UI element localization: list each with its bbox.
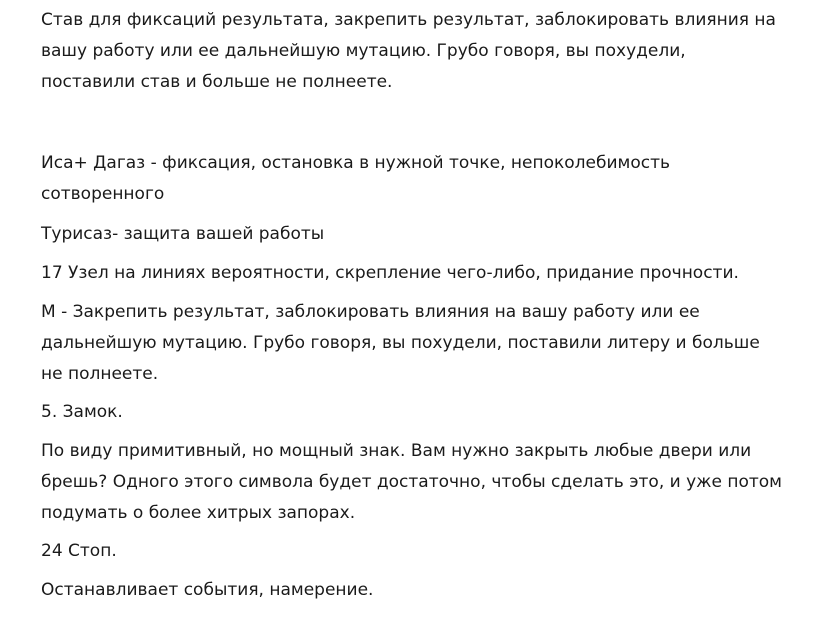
text-line: Турисаз- защита вашей работы: [41, 224, 325, 244]
text-line: Иса+ Дагаз - фиксация, остановка в нужной точке, непоколебимость: [41, 153, 670, 173]
paragraph-stop-heading: [41, 536, 811, 567]
paragraph-isa-dagaz: [41, 148, 811, 210]
paragraph-stav-fixation: [41, 5, 811, 98]
text-line: сотворенного: [41, 184, 165, 204]
text-line: Став для фиксаций результата, закрепить результат, заблокировать влияния на: [41, 10, 776, 30]
paragraph-turisaz: [41, 219, 811, 250]
paragraph-zamok-heading: [41, 397, 811, 428]
text-line: не полнеете.: [41, 364, 159, 384]
text-line: 17 Узел на линиях вероятности, скрепление чего-либо, придание прочности.: [41, 263, 739, 283]
paragraph-rune-17: [41, 258, 811, 289]
text-line: поставили став и больше не полнеете.: [41, 72, 393, 92]
paragraph-m-rune: [41, 297, 811, 390]
text-line: Останавливает события, намерение.: [41, 580, 374, 600]
text-line: дальнейшую мутацию. Грубо говоря, вы похудели, поставили литеру и больше: [41, 333, 760, 353]
text-line: М - Закрепить результат, заблокировать влияния на вашу работу или ее: [41, 302, 700, 322]
text-line: подумать о более хитрых запорах.: [41, 503, 356, 523]
text-line: вашу работу или ее дальнейшую мутацию. Грубо говоря, вы похудели,: [41, 41, 686, 61]
text-line: По виду примитивный, но мощный знак. Вам нужно закрыть любые двери или: [41, 441, 752, 461]
text-line: 24 Стоп.: [41, 541, 117, 561]
text-line: 5. Замок.: [41, 402, 123, 422]
paragraph-zamok-description: [41, 436, 811, 529]
paragraph-stop-description: [41, 575, 811, 606]
text-line: брешь? Одного этого символа будет достаточно, чтобы сделать это, и уже потом: [41, 472, 782, 492]
